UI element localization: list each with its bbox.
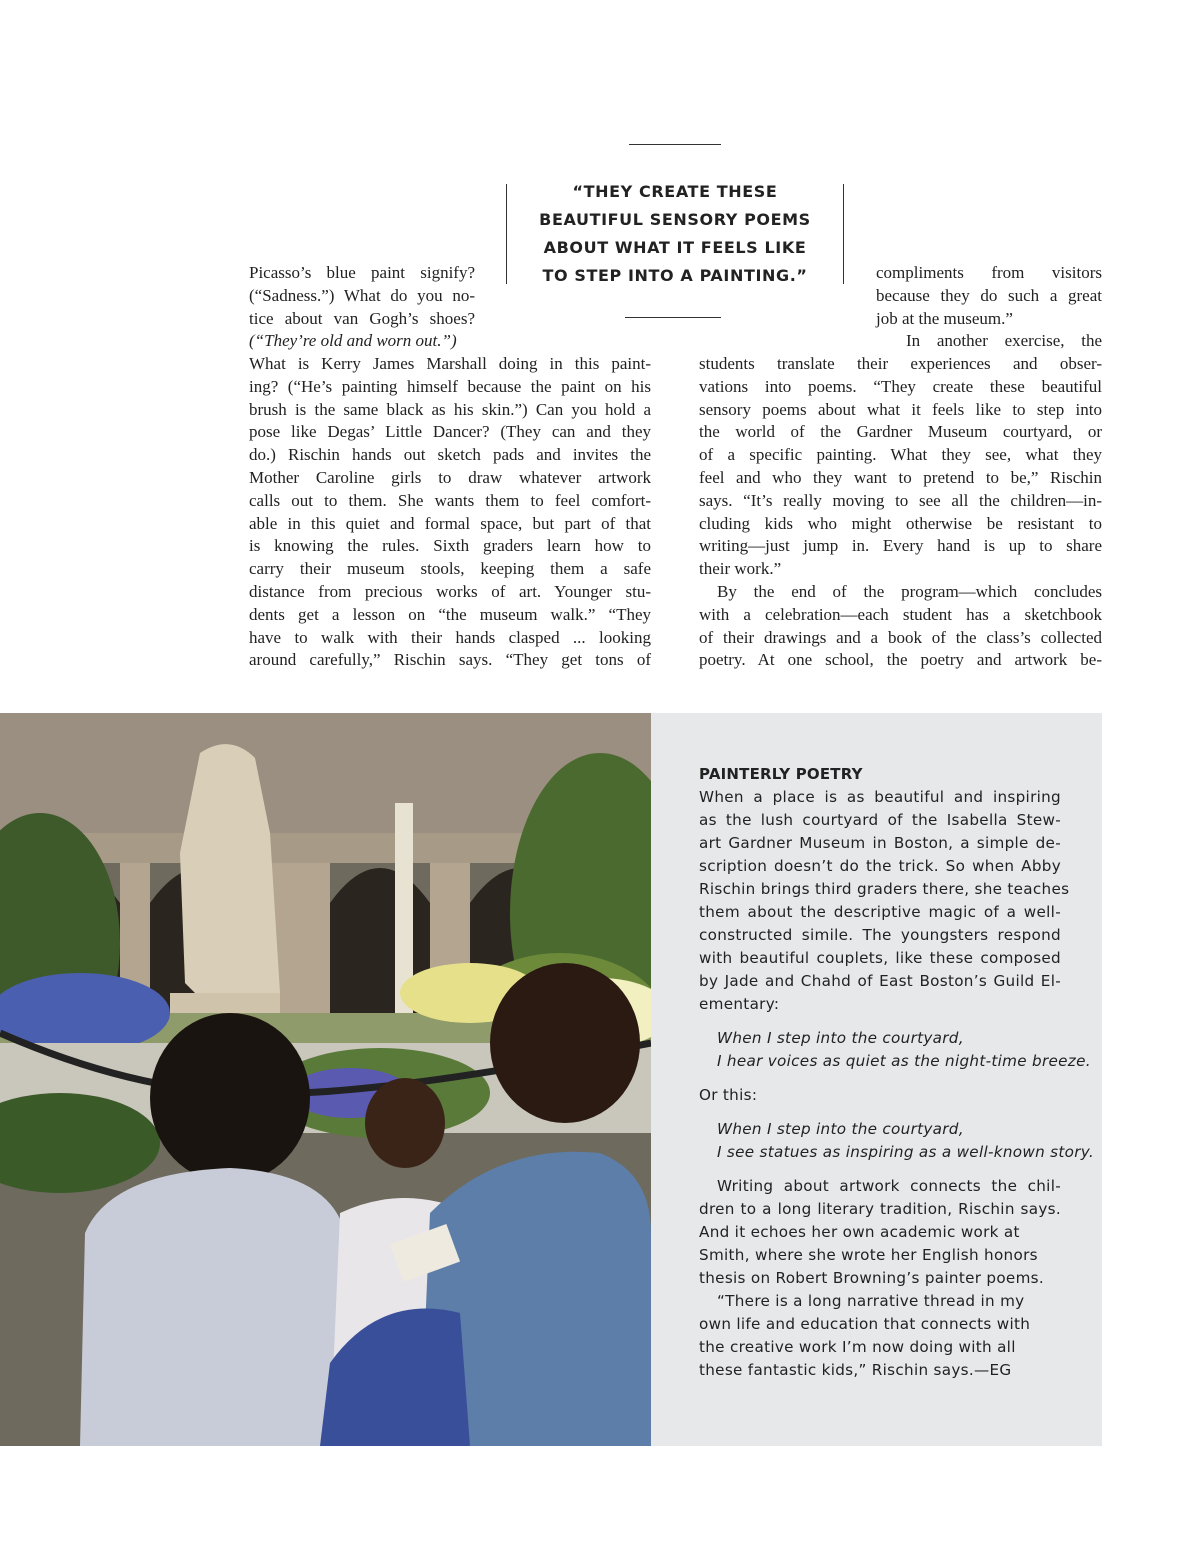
sidebar-line: these fantastic kids,” Rischin says.—EG — [699, 1361, 1012, 1379]
body-line: (“They’re old and worn out.”) — [249, 331, 457, 351]
pull-quote — [510, 178, 840, 290]
sidebar-line: constructed simile. The youngsters respond — [699, 926, 1061, 944]
sidebar-heading: PAINTERLY POETRY — [699, 765, 863, 783]
sidebar-line: When a place is as beautiful and inspiring — [699, 788, 1061, 806]
courtyard-photo — [0, 713, 651, 1446]
sidebar-line: by Jade and Chahd of East Boston’s Guild El- — [699, 972, 1061, 990]
sidebar-line: the creative work I’m now doing with all — [699, 1338, 1016, 1356]
body-line: ing? (“He’s painting himself because the paint on his — [249, 376, 651, 396]
body-line: feel and who they want to pretend to be,” Rischin — [699, 467, 1102, 487]
sidebar-line: Rischin brings third graders there, she teaches — [699, 880, 1070, 898]
left-column — [249, 353, 651, 672]
left-column-top — [249, 262, 475, 353]
body-line: compliments from visitors — [876, 263, 1102, 282]
pull-quote-line: ABOUT WHAT IT FEELS LIKE — [543, 238, 807, 257]
body-line: with a celebration—each student has a sketchbook — [699, 604, 1102, 624]
body-line: around carefully,” Rischin says. “They get tons of — [249, 650, 651, 670]
sidebar-line: Smith, where she wrote her English honors — [699, 1246, 1038, 1264]
body-line: What is Kerry James Marshall doing in this paint- — [249, 354, 651, 373]
poem-line: When I step into the courtyard, — [717, 1029, 964, 1047]
body-line: brush is the same black as his skin.”) Can you hold a — [249, 399, 651, 419]
body-line: writing—just jump in. Every hand is up to share — [699, 536, 1102, 556]
body-line: students translate their experiences and obser- — [699, 354, 1102, 373]
pullquote-top-rule — [629, 144, 721, 145]
poem-line: I see statues as inspiring as a well-known story. — [717, 1143, 1094, 1161]
body-line: tice about van Gogh’s shoes? — [249, 308, 475, 328]
poem-line: When I step into the courtyard, — [717, 1120, 964, 1138]
sidebar-line: as the lush courtyard of the Isabella Stew- — [699, 811, 1061, 829]
body-line: job at the museum.” — [876, 308, 1013, 328]
body-line: their work.” — [699, 559, 782, 579]
body-line: poetry. At one school, the poetry and artwork be- — [699, 650, 1102, 670]
body-line: do.) Rischin hands out sketch pads and invites the — [249, 445, 651, 465]
body-line: calls out to them. She wants them to feel comfort- — [249, 490, 651, 510]
pullquote-right-rule — [843, 184, 844, 284]
sidebar-line: thesis on Robert Browning’s painter poems. — [699, 1269, 1045, 1287]
pull-quote-line: “THEY CREATE THESE — [572, 182, 778, 201]
body-line: Mother Caroline girls to draw whatever artwork — [249, 467, 651, 487]
body-line: dents get a lesson on “the museum walk.” “They — [249, 604, 651, 624]
body-line: By the end of the program—which concludes — [717, 581, 1102, 601]
sidebar-line: “There is a long narrative thread in my — [717, 1292, 1025, 1310]
sidebar-line: Or this: — [699, 1086, 758, 1104]
right-column — [699, 353, 1102, 672]
pull-quote-line: BEAUTIFUL SENSORY POEMS — [539, 210, 811, 229]
sidebar-line: And it echoes her own academic work at — [699, 1223, 1020, 1241]
sidebar-line: Writing about artwork connects the chil- — [717, 1177, 1061, 1195]
sidebar-line: scription doesn’t do the trick. So when Abby — [699, 857, 1061, 875]
sidebar-line: ementary: — [699, 995, 780, 1013]
body-line: of their drawings and a book of the class’s collected — [699, 627, 1102, 647]
poem-line: I hear voices as quiet as the night-time breeze. — [717, 1052, 1091, 1070]
body-line: cluding kids who might otherwise be resistant to — [699, 513, 1102, 533]
body-line: (“Sadness.”) What do you no- — [249, 285, 475, 305]
sidebar-line: art Gardner Museum in Boston, a simple de- — [699, 834, 1061, 852]
body-line: sensory poems about what it feels like to step into — [699, 399, 1102, 419]
sidebar-line: own life and education that connects with — [699, 1315, 1031, 1333]
sidebar-painterly-poetry — [651, 713, 1102, 1446]
sidebar-line: dren to a long literary tradition, Rischin says. — [699, 1200, 1061, 1218]
body-line: vations into poems. “They create these beautiful — [699, 376, 1102, 396]
body-line: Picasso’s blue paint signify? — [249, 263, 475, 282]
body-line: have to walk with their hands clasped ... looking — [249, 627, 651, 647]
body-line: In another exercise, the — [906, 331, 1102, 351]
sidebar-line: them about the descriptive magic of a well- — [699, 903, 1061, 921]
body-line: pose like Degas’ Little Dancer? (They can and they — [249, 422, 651, 442]
body-line: distance from precious works of art. Younger stu- — [249, 581, 651, 601]
body-line: says. “It’s really moving to see all the children—in- — [699, 490, 1102, 510]
pull-quote-line: TO STEP INTO A PAINTING.” — [542, 266, 808, 285]
pullquote-left-rule — [506, 184, 507, 284]
body-line: carry their museum stools, keeping them a safe — [249, 559, 651, 579]
body-line: because they do such a great — [876, 285, 1102, 305]
sidebar-line: with beautiful couplets, like these composed — [699, 949, 1061, 967]
body-line: of a specific painting. What they see, what they — [699, 445, 1102, 465]
body-line: is knowing the rules. Sixth graders learn how to — [249, 536, 651, 556]
right-column-top — [876, 262, 1102, 353]
body-line: the world of the Gardner Museum courtyard, or — [699, 422, 1102, 442]
pullquote-bottom-rule — [625, 317, 721, 318]
body-line: able in this quiet and formal space, but part of that — [249, 513, 651, 533]
